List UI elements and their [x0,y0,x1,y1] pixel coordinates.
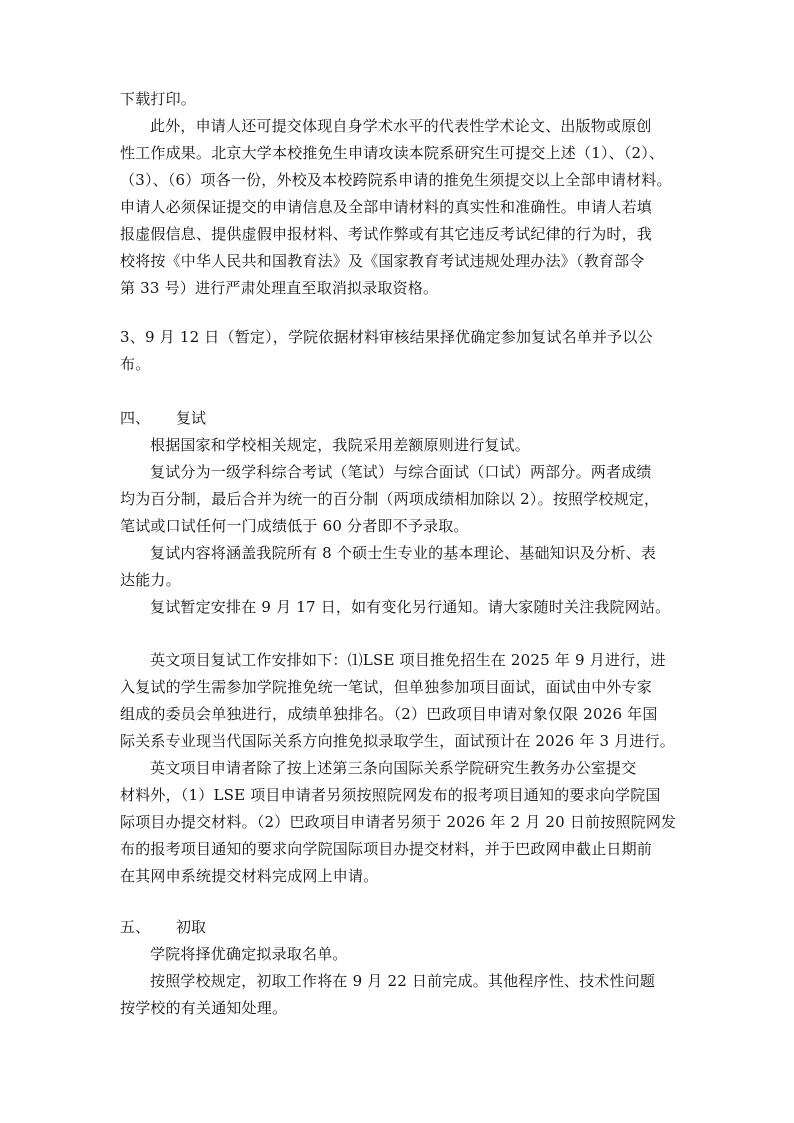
text-line: 按学校的有关通知处理。 [120,999,288,1017]
section-retest-body [120,432,680,621]
text-line: 材料外，（1）LSE 项目申请者另须按照院网发布的报考项目通知的要求向学院国 [120,786,661,804]
text-line: 入复试的学生需参加学院推免统一笔试，但单独参加项目面试，面试由中外专家 [120,678,653,696]
paragraph-continuation [120,86,680,113]
text-line: 英文项目申请者除了按上述第三条向国际关系学院研究生教务办公室提交 [150,759,637,777]
text-line: 组成的委员会单独进行，成绩单独排名。（2）巴政项目申请对象仅限 2026 年国 [120,705,658,723]
section-heading-admission [120,914,206,941]
text-line: 报虚假信息、提供虚假申报材料、考试作弊或有其它违反考试纪律的行为时，我 [120,225,653,243]
text-line: 在其网申系统提交材料完成网上申请。 [120,867,379,885]
text-line: 3、9 月 12 日（暂定），学院依据材料审核结果择优确定参加复试名单并予以公 [120,328,653,346]
text-line: 笔试或口试任何一门成绩低于 60 分者即不予录取。 [120,517,469,535]
text-line: 复试分为一级学科综合考试（笔试）与综合面试（口试）两部分。两者成绩 [150,463,652,481]
text-line: 达能力。 [120,571,181,589]
text-line: 布。 [120,355,151,373]
paragraph-materials [120,113,680,302]
text-line: 下载打印。 [120,90,197,108]
section-admission-body [120,941,680,1022]
section-number: 四、 [120,409,151,427]
text-line: 际关系专业现当代国际关系方向推免拟录取学生，面试预计在 2026 年 3 月进行。 [120,732,675,750]
text-line: 布的报考项目通知的要求向学院国际项目办提交材料，并于巴政网申截止日期前 [120,840,653,858]
text-line: 学院将择优确定拟录取名单。 [150,945,348,963]
text-line: 校将按《中华人民共和国教育法》及《国家教育考试违规处理办法》（教育部令 [120,252,645,270]
text-line: 复试暂定安排在 9 月 17 日，如有变化另行通知。请大家随时关注我院网站。 [150,598,671,616]
text-line: 复试内容将涵盖我院所有 8 个硕士生专业的基本理论、基础知识及分析、表 [150,544,657,562]
section-number: 五、 [120,918,151,936]
paragraph-step3 [120,324,680,378]
text-line: 均为百分制，最后合并为统一的百分制（两项成绩相加除以 2）。按照学校规定， [120,490,660,508]
text-line: 此外，申请人还可提交体现自身学术水平的代表性学术论文、出版物或原创 [150,117,652,135]
text-line: 根据国家和学校相关规定，我院采用差额原则进行复试。 [150,436,531,454]
text-line: 英文项目复试工作安排如下：⑴LSE 项目推免招生在 2025 年 9 月进行，进 [150,651,666,669]
section-title: 初取 [176,918,207,936]
text-line: 申请人必须保证提交的申请信息及全部申请材料的真实性和准确性。申请人若填 [120,198,653,216]
text-line: （3）、（6）项各一份，外校及本校跨院系申请的推免生须提交以上全部申请材料。 [120,171,672,189]
paragraph-english-program [120,647,680,890]
text-line: 性工作成果。北京大学本校推免生申请攻读本院系研究生可提交上述（1）、（2）、 [120,144,665,162]
text-line: 第 33 号）进行严肃处理直至取消拟录取资格。 [120,279,439,297]
text-line: 按照学校规定，初取工作将在 9 月 22 日前完成。其他程序性、技术性问题 [150,972,656,990]
text-line: 际项目办提交材料。（2）巴政项目申请者另须于 2026 年 2 月 20 日前按照院网发 [120,813,677,831]
section-title: 复试 [176,409,207,427]
section-heading-retest [120,405,206,432]
